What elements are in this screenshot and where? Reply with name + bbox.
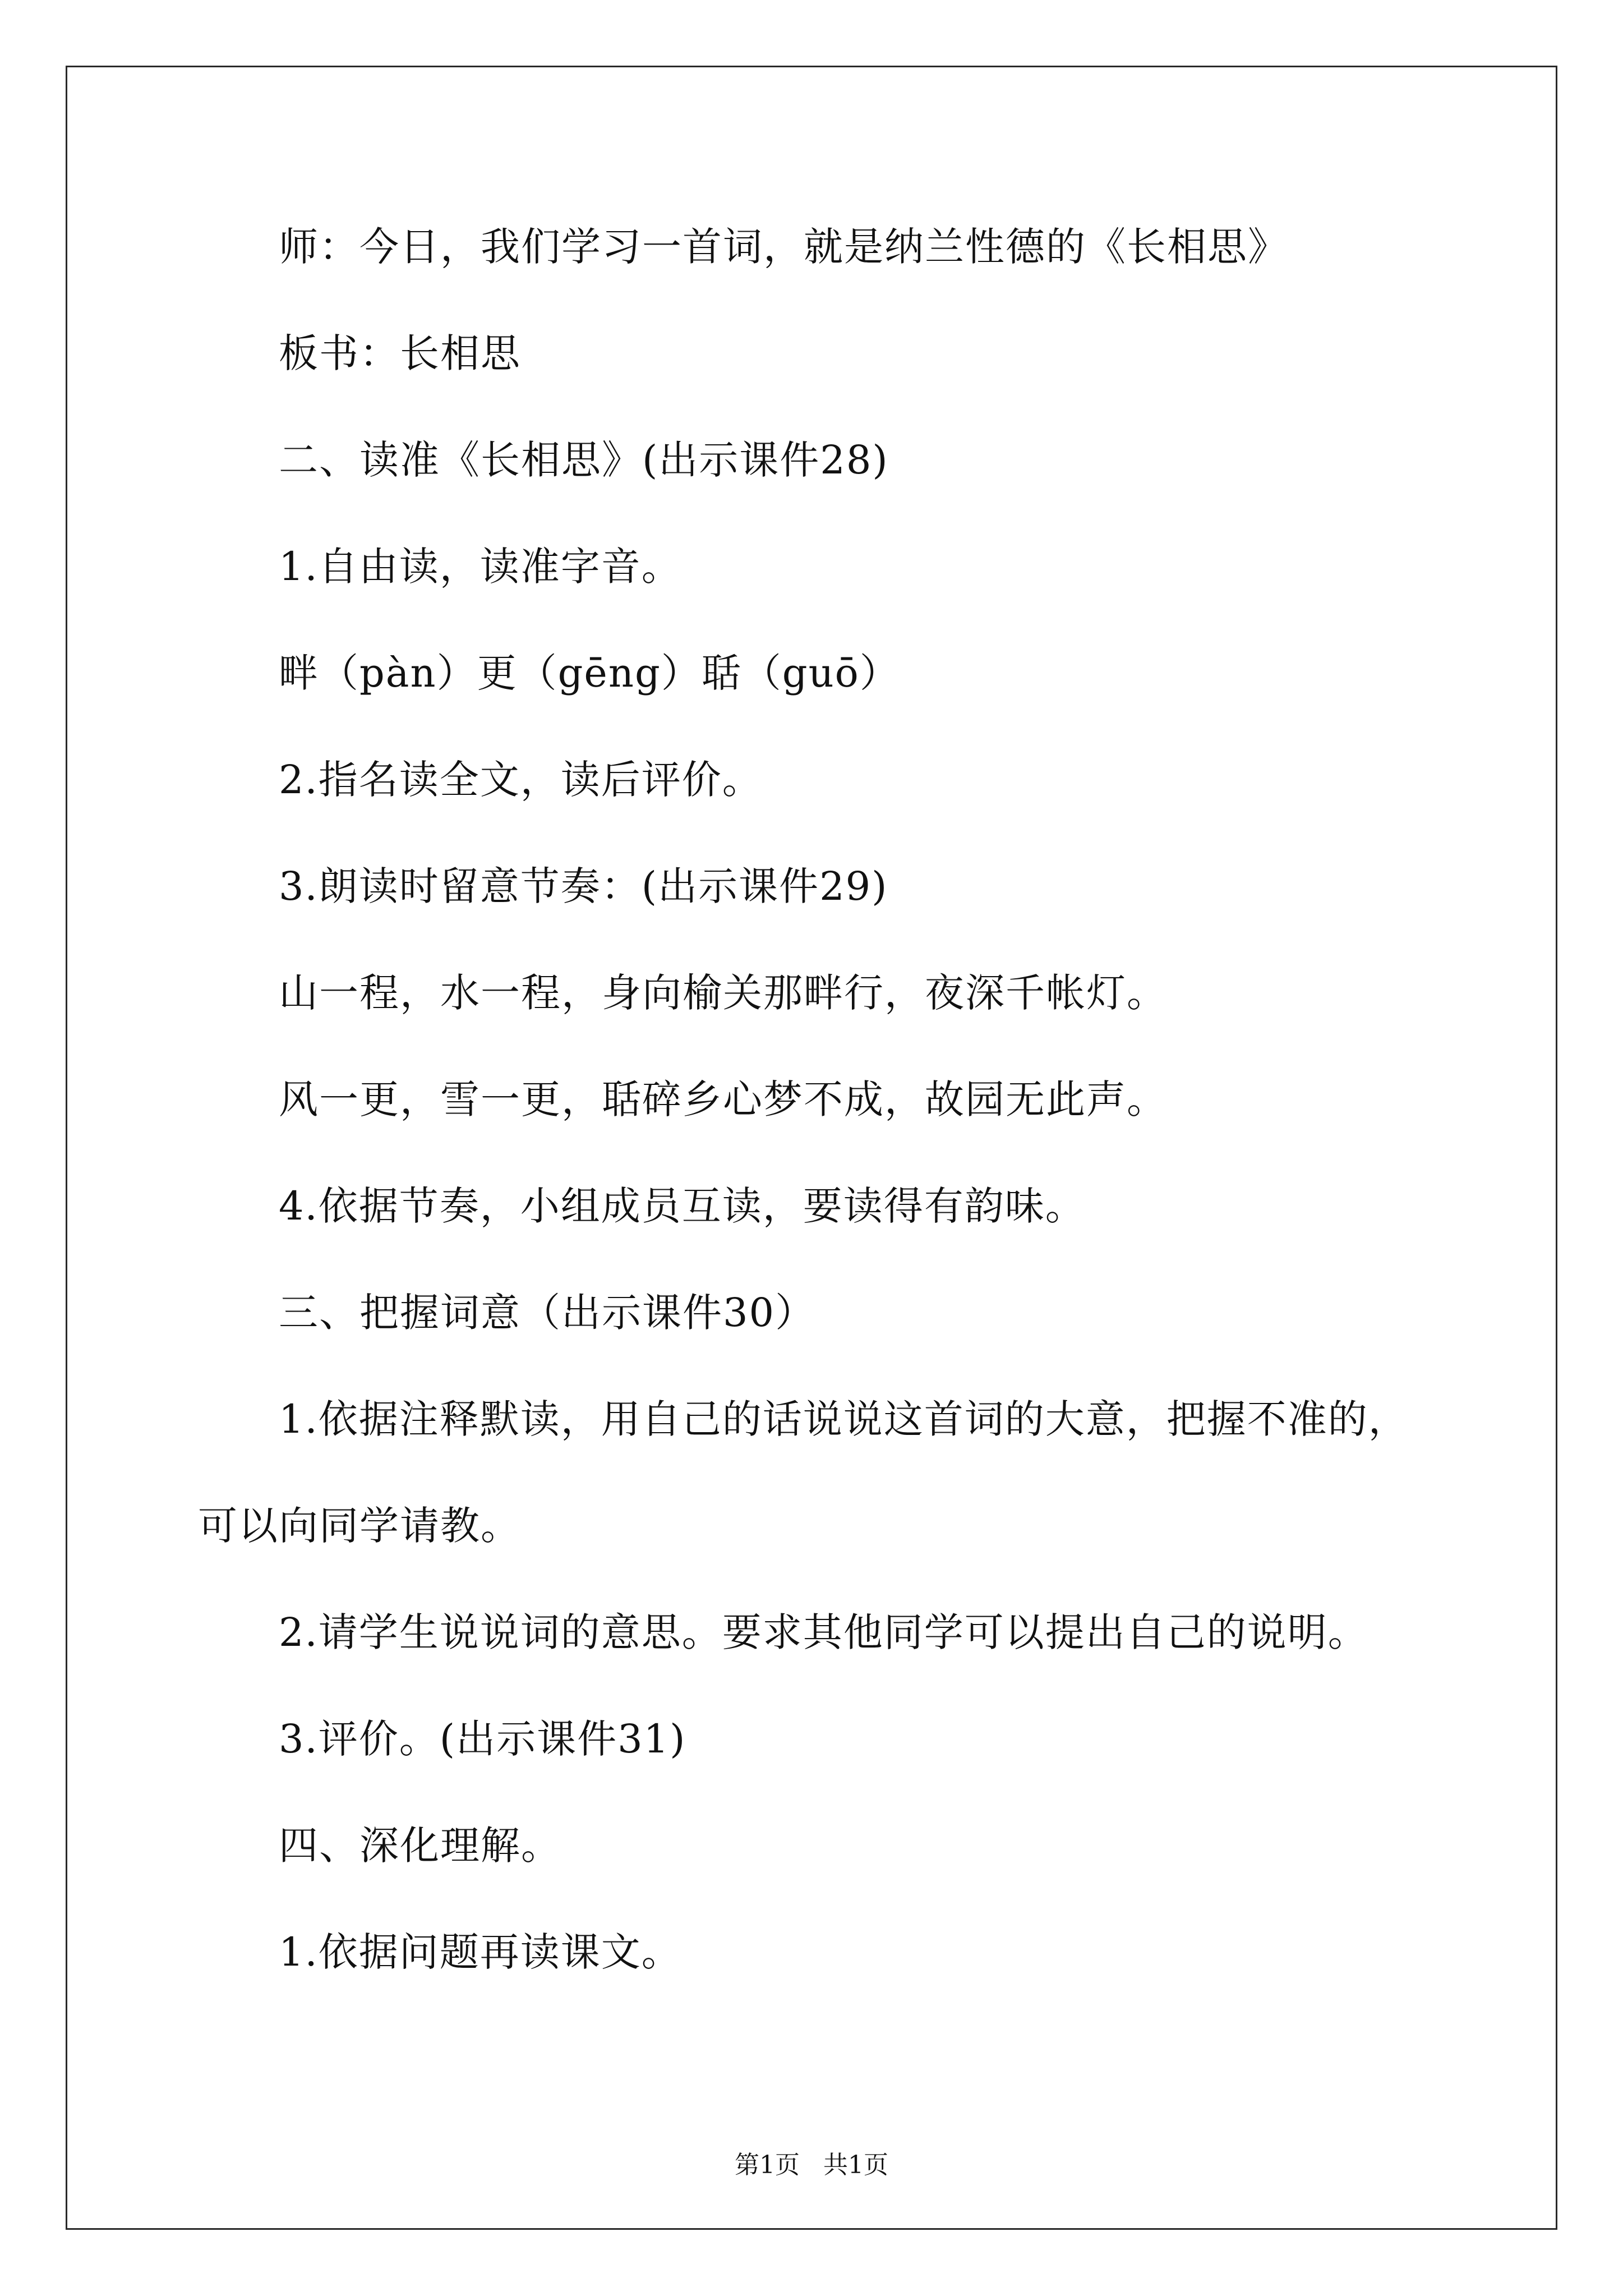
list-item: 4.依据节奏，小组成员互读，要读得有韵味。 (279, 1183, 1086, 1229)
list-item: 3.评价。(出示课件31) (279, 1716, 686, 1762)
page-border (66, 66, 1557, 2230)
list-item: 3.朗读时留意节奏：(出示课件29) (279, 863, 888, 909)
list-item: 1.依据问题再读课文。 (279, 1929, 682, 1975)
pinyin-line: 畔（pàn）更（gēng）聒（guō） (279, 650, 900, 696)
list-item: 1.自由读，读准字音。 (279, 544, 682, 590)
poem-line: 风一更，雪一更，聒碎乡心梦不成，故园无此声。 (279, 1076, 1167, 1122)
list-item-continuation: 可以向同学请教。 (198, 1503, 521, 1549)
list-item: 1.依据注释默读，用自己的话说说这首词的大意，把握不准的， (279, 1396, 1409, 1442)
paragraph-intro: 师：今日，我们学习一首词，就是纳兰性德的《长相思》 (279, 224, 1288, 270)
paragraph-board-writing: 板书：长相思 (279, 330, 521, 376)
page-footer: 第1页 共1页 (735, 2151, 888, 2179)
section-heading-meaning: 三、把握词意（出示课件30） (279, 1290, 816, 1336)
section-heading-read: 二、读准《长相思》(出示课件28) (279, 437, 889, 483)
section-heading-deepen: 四、深化理解。 (279, 1823, 561, 1869)
poem-line: 山一程，水一程，身向榆关那畔行，夜深千帐灯。 (279, 970, 1167, 1016)
list-item: 2.请学生说说词的意思。要求其他同学可以提出自己的说明。 (279, 1609, 1368, 1655)
list-item: 2.指名读全文，读后评价。 (279, 757, 763, 803)
